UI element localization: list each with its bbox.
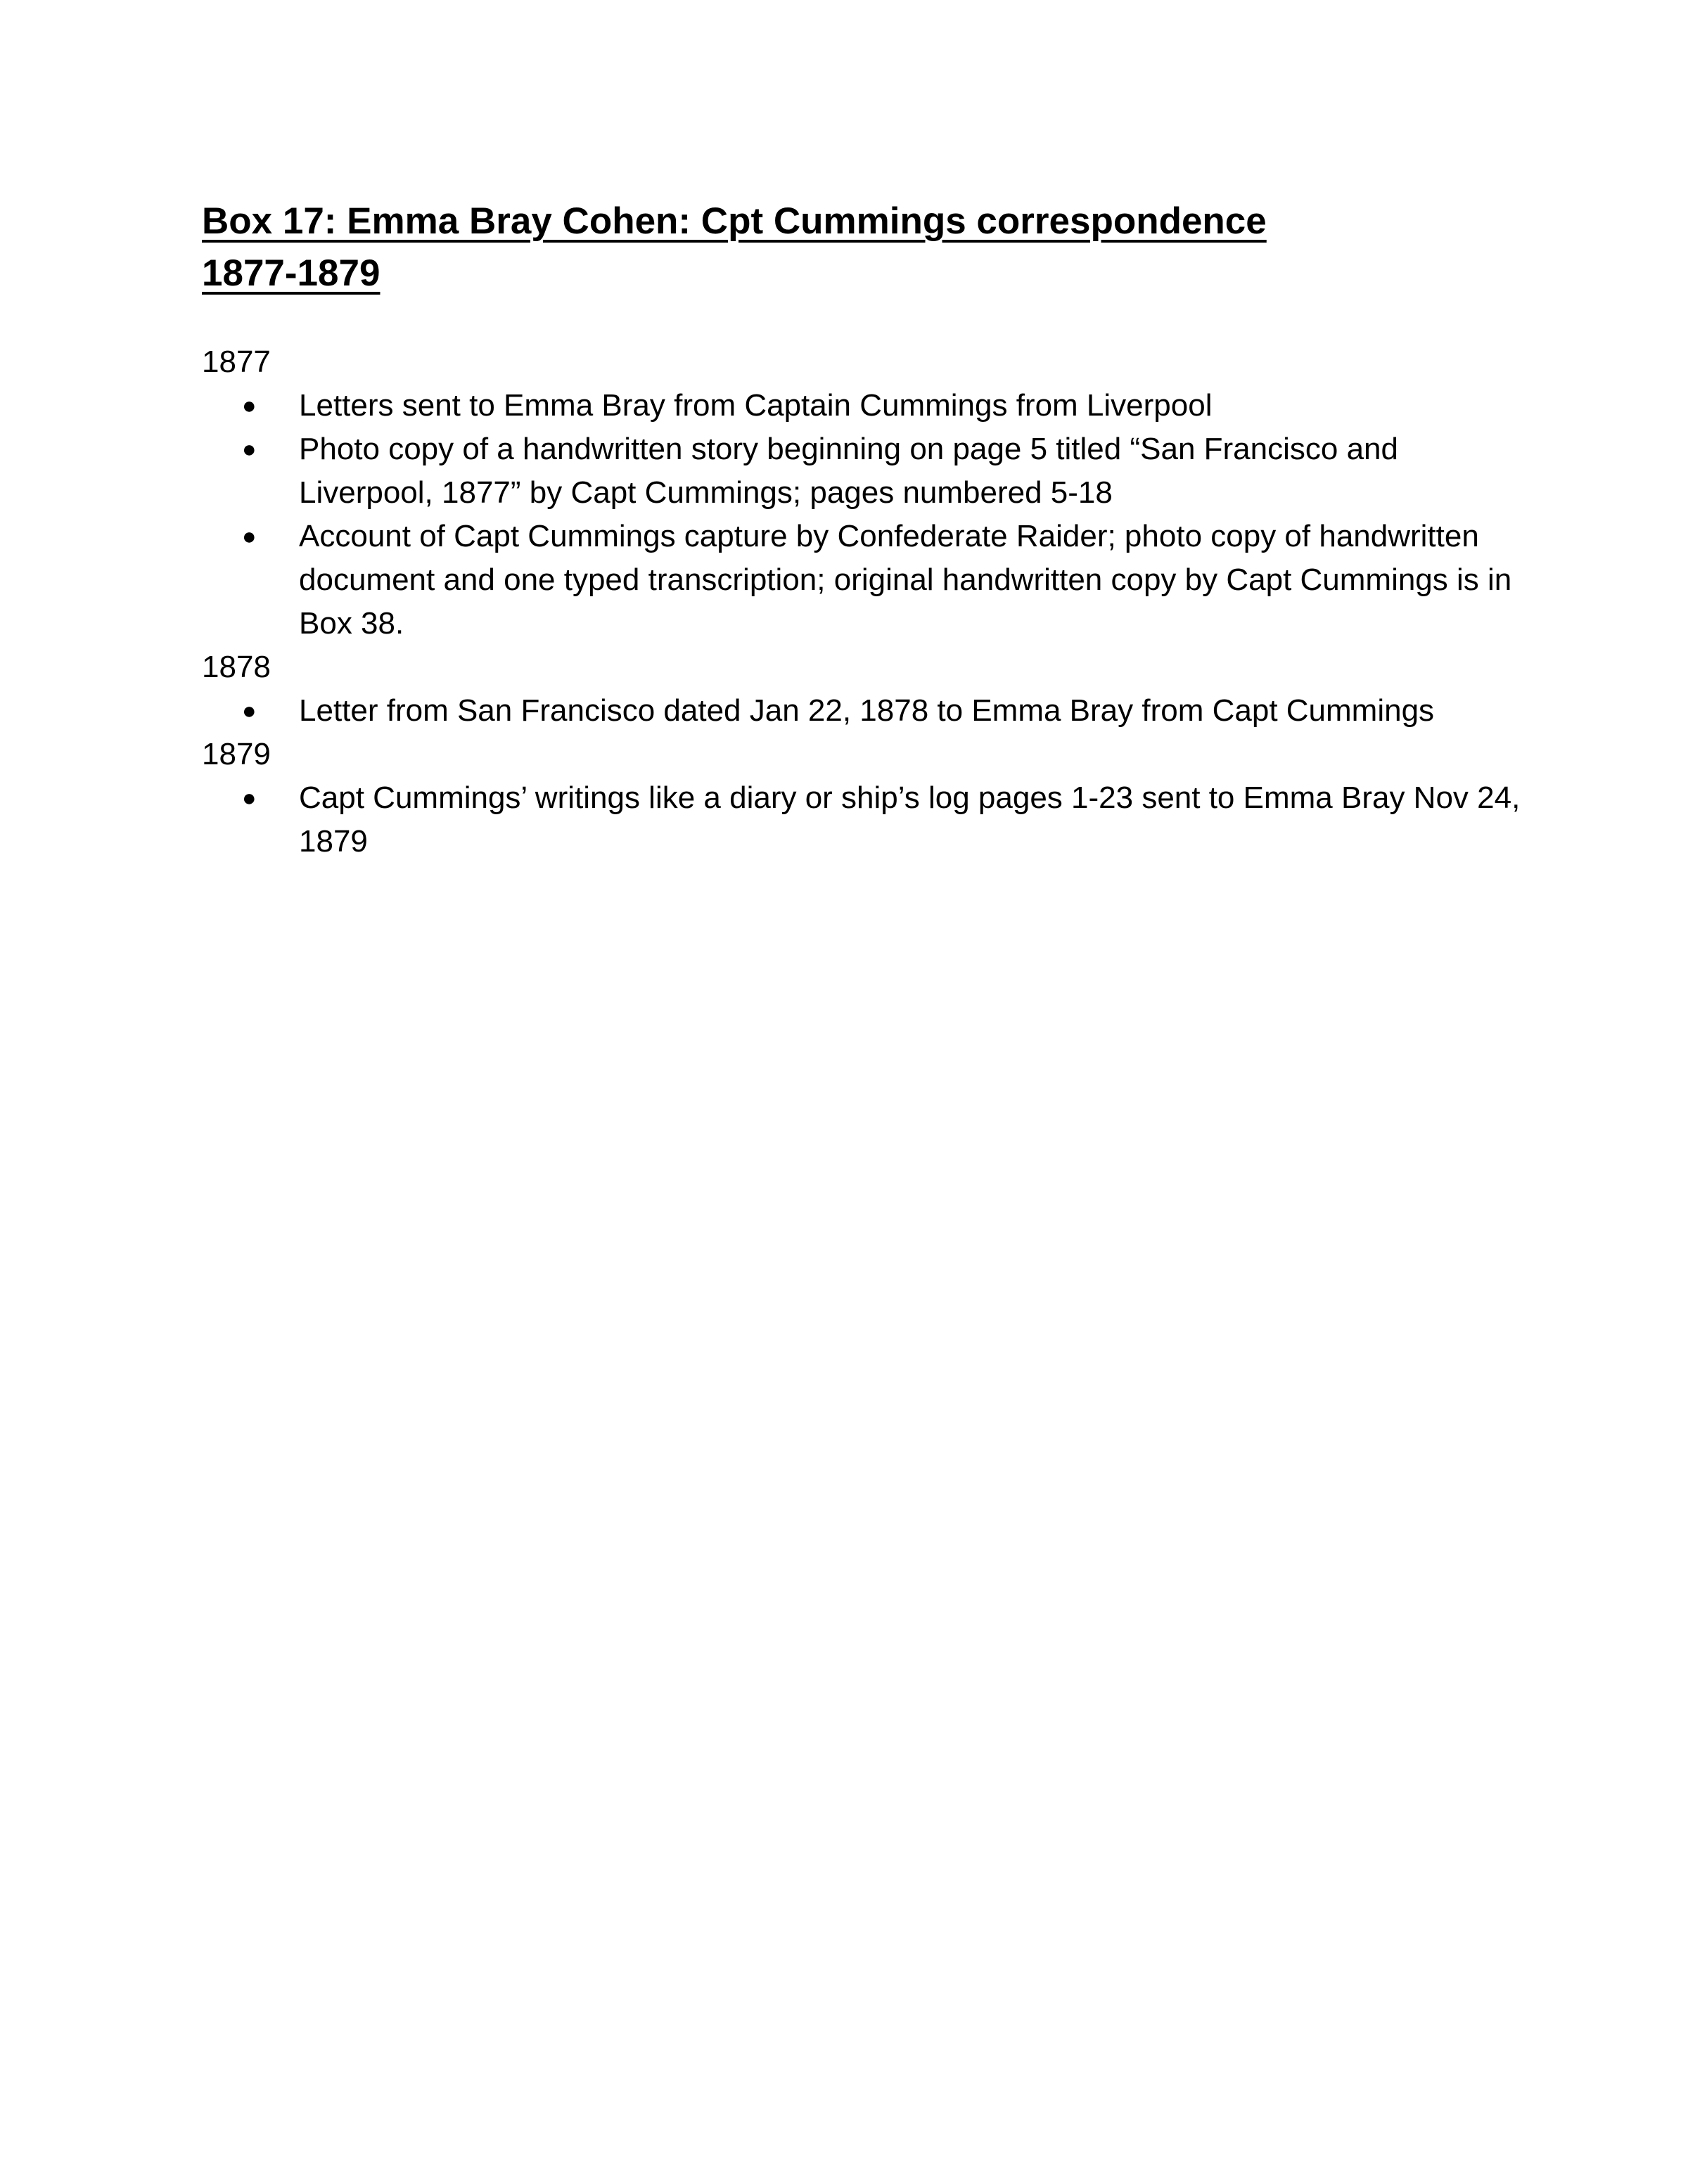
section-1878 [202,645,1524,733]
section-1877 [202,340,1524,645]
list-item-text: Letter from San Francisco dated Jan 22, 1878 to Emma Bray from Capt Cummings [299,693,1435,728]
bullet-icon: ● [242,698,257,724]
list-item-text: Photo copy of a handwritten story beginning on page 5 titled “San Francisco and Liverpool, 1877” by Capt Cummings; pages numbered 5-18 [299,432,1398,510]
list-item [202,776,1524,863]
item-list [202,689,1524,733]
list-item [202,384,1524,428]
page-title: Box 17: Emma Bray Cohen: Cpt Cummings correspondence 1877-1879 [202,200,1267,294]
title-spacer [202,300,1524,340]
bullet-icon: ● [242,392,257,419]
item-list [202,384,1524,645]
item-list [202,776,1524,863]
list-item-text: Capt Cummings’ writings like a diary or ship’s log pages 1-23 sent to Emma Bray Nov 24, 1879 [299,781,1521,859]
document-content [202,195,1524,863]
section-1879 [202,733,1524,863]
list-item [202,515,1524,645]
year-heading: 1877 [202,345,271,379]
list-item [202,689,1524,733]
year-heading: 1878 [202,650,271,684]
bullet-icon: ● [242,523,257,550]
list-item-text: Letters sent to Emma Bray from Captain Cummings from Liverpool [299,388,1213,423]
list-item-text: Account of Capt Cummings capture by Confederate Raider; photo copy of handwritten document and one typed transcription; original handwritten copy by Capt Cummings is in Box 38. [299,519,1512,641]
bullet-icon: ● [242,785,257,811]
year-heading: 1879 [202,737,271,771]
list-item [202,428,1524,515]
bullet-icon: ● [242,436,257,463]
